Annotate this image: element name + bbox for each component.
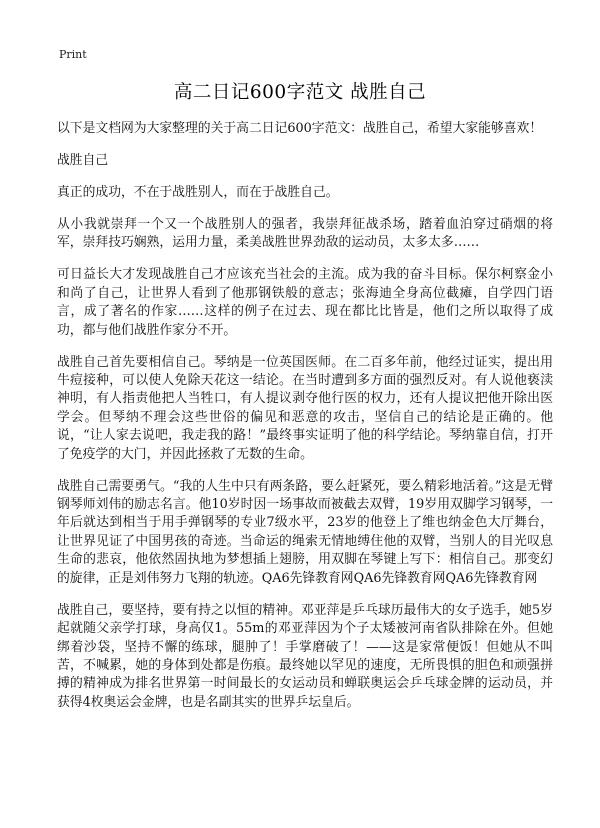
article-paragraph: 战胜自己首先要相信自己。琴纳是一位英国医师。在二百多年前，他经过证实，提出用牛痘接种，可以使人免除天花这一结论。在当时遭到多方面的强烈反对。有人说他亵渎神明，有人指责他把人当牲口，有人提议剥夺他行医的权力，还有人提议把他开除出医学会。但琴纳不理会这些世俗的偏见和恶意的攻击，坚信自己的结论是正确的。他说，“让人家去说吧，我走我的路！”最终事实证明了他的科学结论。琴纳靠自信，打开了免疫学的大门，并因此拯救了无数的生命。 bbox=[57, 354, 553, 462]
print-link[interactable]: Print bbox=[59, 48, 87, 61]
intro-paragraph: 以下是文档网为大家整理的关于高二日记600字范文：战胜自己，希望大家能够喜欢！ bbox=[57, 121, 543, 136]
document-title: 高二日记600字范文 战胜自己 bbox=[173, 82, 427, 103]
article-paragraph: 战胜自己，要坚持，要有持之以恒的精神。邓亚萍是乒乓球历最伟大的女子选手，她5岁起就随父亲学打球，身高仅1。55m的邓亚萍因为个子太矮被河南省队排除在外。但她绑着沙袋，坚持不懈的练球，腿肿了！手掌磨破了！——这是家常便饭！但她从不叫苦，不喊累，她的身体到处都是伤痕。最终她以罕见的速度，无所畏惧的胆色和顽强拼搏的精神成为排名世界第一时间最长的女运动员和蝉联奥运会乒乓球金牌的运动员，并获得4枚奥运会金牌，也是名副其实的世界乒坛皇后。 bbox=[57, 602, 553, 710]
article-body bbox=[57, 120, 553, 712]
article-paragraph: 真正的成功，不在于战胜别人，而在于战胜自己。 bbox=[57, 185, 339, 200]
article-paragraph: 从小我就崇拜一个又一个战胜别人的强者，我崇拜征战杀场，踏着血泊穿过硝烟的将军，崇拜技巧娴熟，运用力量，柔美战胜世界劲敌的运动员，太多太多…… bbox=[57, 217, 553, 251]
article-paragraph: 战胜自己需要勇气。“我的人生中只有两条路，要么赶紧死，要么精彩地活着。”这是无臂钢琴师刘伟的励志名言。他10岁时因一场事故而被截去双臂，19岁用双脚学习钢琴，一年后就达到相当于用手弹钢琴的专业7级水平，23岁的他登上了维也纳金色大厅舞台，让世界见证了中国男孩的奇迹。当命运的绳索无情地缚住他的双臂，当别人的目光叹息生命的悲哀，他依然固执地为梦想插上翅膀，用双脚在琴键上写下：相信自己。那变幻的旋律，正是刘伟努力飞翔的轨迹。QA6先锋教育网QA6先锋教育网QA6先锋教育网 bbox=[57, 478, 553, 586]
article-paragraph: 可日益长大才发现战胜自己才应该充当社会的主流。成为我的奋斗目标。保尔柯察金小和尚了自己，让世界人看到了他那钢铁般的意志；张海迪全身高位截瘫，自学四门语言，成了著名的作家……这样的例子在过去、现在都比比皆是，他们之所以取得了成功，都与他们战胜作家分不开。 bbox=[57, 267, 553, 338]
article-subtitle: 战胜自己 bbox=[57, 153, 109, 168]
